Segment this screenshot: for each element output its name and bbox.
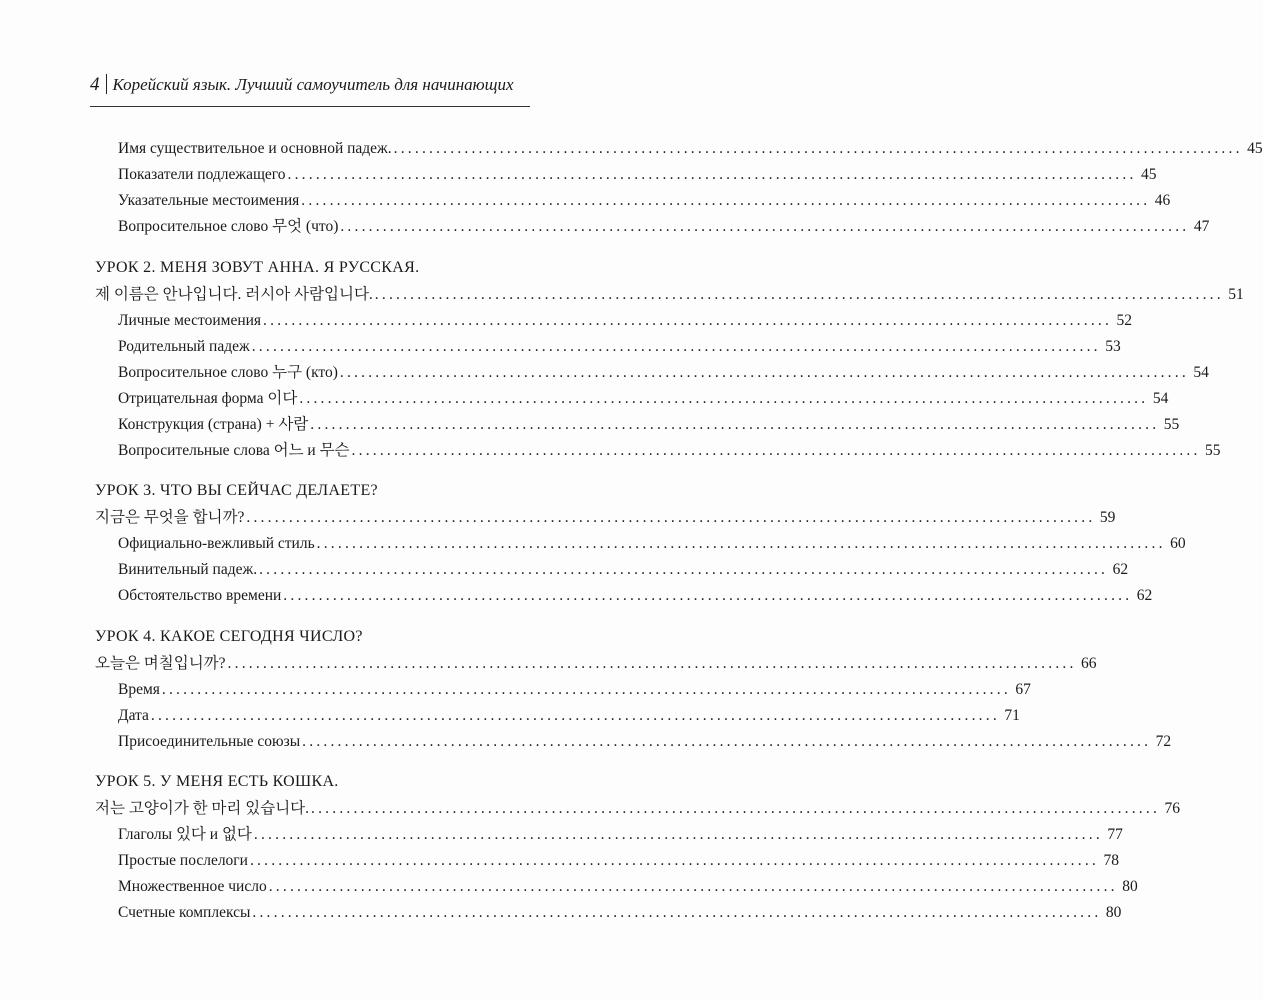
toc-entry-title: Глаголы 있다 и 없다 bbox=[118, 826, 252, 843]
toc-entry[interactable] bbox=[118, 139, 1263, 159]
toc-entry[interactable] bbox=[118, 825, 1123, 845]
toc-entry-page: 46 bbox=[1154, 192, 1171, 209]
toc-entry-title: Имя существительное и основной падеж. bbox=[118, 140, 392, 157]
leader-dots: ........................................................................................................................ bbox=[227, 655, 1077, 672]
toc-entry-page: 62 bbox=[1136, 587, 1153, 604]
leader-dots: ........................................................................................................................ bbox=[301, 192, 1151, 209]
toc-entry[interactable] bbox=[118, 363, 1209, 383]
leader-dots: ........................................................................................................................ bbox=[283, 587, 1133, 604]
leader-dots: ........................................................................................................................ bbox=[259, 561, 1109, 578]
toc-entry-title: Вопросительные слова 어느 и 무슨 bbox=[118, 442, 350, 459]
toc-entry[interactable] bbox=[118, 560, 1129, 580]
toc-entry[interactable] bbox=[118, 732, 1172, 752]
toc-entry-title: Официально-вежливый стиль bbox=[118, 535, 315, 552]
running-header bbox=[90, 74, 530, 96]
leader-dots: ........................................................................................................................ bbox=[161, 681, 1011, 698]
toc-entry-title: Винительный падеж. bbox=[118, 561, 258, 578]
toc-entry-page: 76 bbox=[1164, 800, 1181, 817]
toc-entry[interactable] bbox=[118, 903, 1122, 923]
toc-entry-title: Родительный падеж bbox=[118, 338, 250, 355]
leader-dots: ........................................................................................................................ bbox=[316, 535, 1166, 552]
toc-entry[interactable] bbox=[118, 311, 1133, 331]
toc-entry-title: Простые послелоги bbox=[118, 852, 248, 869]
header-divider bbox=[106, 74, 107, 94]
toc-entry-title: Счетные комплексы bbox=[118, 904, 251, 921]
toc-entry-page: 47 bbox=[1193, 218, 1210, 235]
lesson-heading: УРОК 5. У МЕНЯ ЕСТЬ КОШКА. bbox=[95, 773, 339, 790]
toc-entry-title: Отрицательная форма 이다 bbox=[118, 390, 298, 407]
toc-entry-title: Вопросительное слово 무엇 (что) bbox=[118, 218, 339, 235]
toc-entry[interactable] bbox=[118, 680, 1031, 700]
leader-dots: ........................................................................................................................ bbox=[253, 826, 1103, 843]
header-rule bbox=[90, 106, 530, 107]
toc-entry-page: 60 bbox=[1170, 535, 1186, 552]
toc-entry-title: Указательные местоимения bbox=[118, 192, 300, 209]
toc-entry-page: 78 bbox=[1103, 852, 1119, 869]
leader-dots: ........................................................................................................................ bbox=[393, 140, 1243, 157]
toc-entry-page: 67 bbox=[1015, 681, 1031, 698]
leader-dots: ........................................................................................................................ bbox=[302, 733, 1152, 750]
toc-entry-title: Время bbox=[118, 681, 160, 698]
toc-entry[interactable] bbox=[118, 706, 1020, 726]
toc-entry-page: 62 bbox=[1112, 561, 1129, 578]
leader-dots: ........................................................................................................................ bbox=[251, 338, 1101, 355]
toc-entry-page: 66 bbox=[1081, 655, 1097, 672]
toc-entry[interactable] bbox=[118, 586, 1153, 606]
leader-dots: ........................................................................................................................ bbox=[150, 707, 1000, 724]
toc-entry-page: 54 bbox=[1152, 390, 1169, 407]
toc-lesson-entry[interactable] bbox=[95, 799, 1181, 819]
toc-entry-title: Дата bbox=[118, 707, 149, 724]
toc-entry[interactable] bbox=[118, 165, 1157, 185]
toc-entry-page: 45 bbox=[1247, 140, 1263, 157]
toc-entry-page: 80 bbox=[1105, 904, 1122, 921]
book-title: Корейский язык. Лучший самоучитель для начинающих bbox=[112, 75, 514, 94]
toc-entry[interactable] bbox=[118, 441, 1221, 461]
toc-entry-page: 59 bbox=[1099, 509, 1116, 526]
toc-entry[interactable] bbox=[118, 337, 1121, 357]
toc-entry[interactable] bbox=[118, 534, 1186, 554]
toc-entry[interactable] bbox=[118, 851, 1119, 871]
leader-dots: ........................................................................................................................ bbox=[287, 166, 1137, 183]
leader-dots: ........................................................................................................................ bbox=[252, 904, 1102, 921]
leader-dots: ........................................................................................................................ bbox=[268, 878, 1118, 895]
toc-lesson-entry[interactable] bbox=[95, 285, 1244, 305]
toc-entry-page: 80 bbox=[1122, 878, 1138, 895]
toc-entry-title: Множественное число bbox=[118, 878, 267, 895]
toc-entry-title: 제 이름은 안나입니다. 러시아 사람입니다. bbox=[95, 286, 373, 303]
toc-entry-page: 51 bbox=[1228, 286, 1244, 303]
leader-dots: ........................................................................................................................ bbox=[339, 364, 1189, 381]
toc-entry[interactable] bbox=[118, 191, 1171, 211]
toc-entry-page: 72 bbox=[1155, 733, 1172, 750]
toc-entry-title: Обстоятельство времени bbox=[118, 587, 282, 604]
leader-dots: ........................................................................................................................ bbox=[249, 852, 1099, 869]
leader-dots: ........................................................................................................................ bbox=[299, 390, 1149, 407]
leader-dots: ........................................................................................................................ bbox=[246, 509, 1096, 526]
toc-entry-title: Показатели подлежащего bbox=[118, 166, 286, 183]
toc-lesson-entry[interactable] bbox=[95, 508, 1116, 528]
toc-entry-page: 71 bbox=[1004, 707, 1020, 724]
toc-entry[interactable] bbox=[118, 877, 1138, 897]
toc-entry-title: 오늘은 며칠입니까? bbox=[95, 655, 226, 672]
leader-dots: ........................................................................................................................ bbox=[311, 800, 1161, 817]
toc-entry-title: 지금은 무엇을 합니까? bbox=[95, 509, 245, 526]
lesson-heading: УРОК 4. КАКОЕ СЕГОДНЯ ЧИСЛО? bbox=[95, 628, 363, 645]
lesson-heading: УРОК 2. МЕНЯ ЗОВУТ АННА. Я РУССКАЯ. bbox=[95, 259, 420, 276]
toc-entry-title: Конструкция (страна) + 사람 bbox=[118, 416, 309, 433]
leader-dots: ........................................................................................................................ bbox=[340, 218, 1190, 235]
toc-entry-title: 저는 고양이가 한 마리 있습니다. bbox=[95, 800, 310, 817]
page-number: 4 bbox=[90, 74, 100, 95]
leader-dots: ........................................................................................................................ bbox=[263, 312, 1113, 329]
toc-entry[interactable] bbox=[118, 389, 1169, 409]
leader-dots: ........................................................................................................................ bbox=[374, 286, 1224, 303]
toc-lesson-entry[interactable] bbox=[95, 654, 1097, 674]
leader-dots: ........................................................................................................................ bbox=[351, 442, 1201, 459]
toc-entry-title: Вопросительное слово 누구 (кто) bbox=[118, 364, 338, 381]
toc-entry-page: 55 bbox=[1163, 416, 1180, 433]
toc-entry-title: Присоединительные союзы bbox=[118, 733, 301, 750]
toc-entry-page: 45 bbox=[1141, 166, 1157, 183]
toc-entry-page: 54 bbox=[1193, 364, 1209, 381]
toc-entry-page: 53 bbox=[1105, 338, 1121, 355]
toc-entry-page: 55 bbox=[1205, 442, 1221, 459]
toc-entry[interactable] bbox=[118, 217, 1210, 237]
toc-entry-page: 77 bbox=[1107, 826, 1123, 843]
lesson-heading: УРОК 3. ЧТО ВЫ СЕЙЧАС ДЕЛАЕТЕ? bbox=[95, 482, 378, 499]
toc-entry[interactable] bbox=[118, 415, 1180, 435]
toc-entry-page: 52 bbox=[1116, 312, 1133, 329]
toc-entry-title: Личные местоимения bbox=[118, 312, 262, 329]
leader-dots: ........................................................................................................................ bbox=[310, 416, 1160, 433]
